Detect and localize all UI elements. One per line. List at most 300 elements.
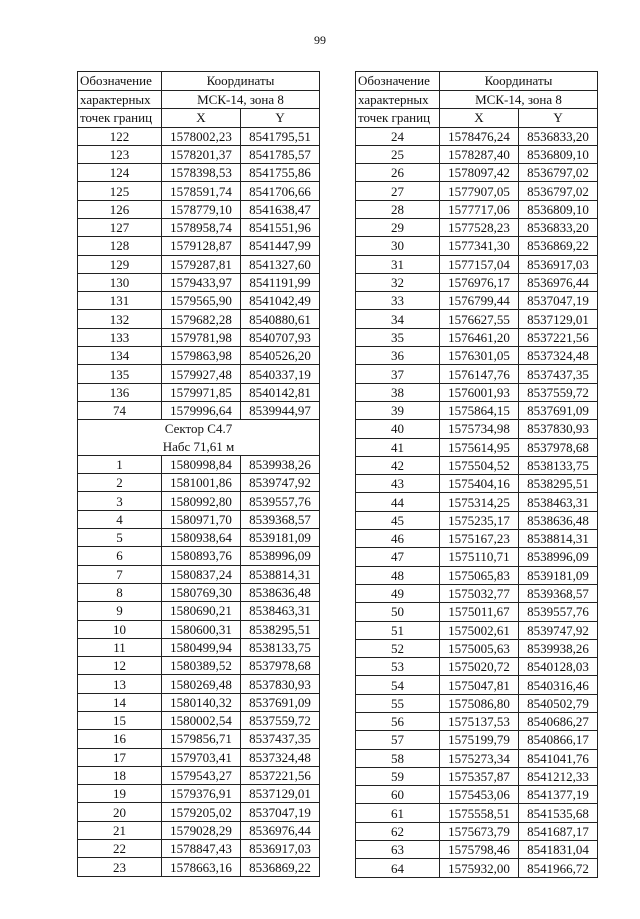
table-row (356, 749, 598, 767)
point-id-cell: 27 (356, 182, 440, 200)
y-coordinate-cell: 8541041,76 (519, 749, 598, 767)
table-row (356, 859, 598, 877)
table-body (356, 127, 598, 877)
header-coordinates: Координаты (162, 72, 320, 91)
table-row (356, 713, 598, 731)
x-coordinate-cell: 1576001,93 (440, 383, 519, 401)
x-coordinate-cell: 1579376,91 (162, 785, 241, 803)
table-row (356, 548, 598, 566)
x-coordinate-cell: 1578779,10 (162, 200, 241, 218)
point-id-cell: 136 (78, 383, 162, 401)
point-id-cell: 60 (356, 786, 440, 804)
x-coordinate-cell: 1576147,76 (440, 365, 519, 383)
point-id-cell: 43 (356, 475, 440, 493)
y-coordinate-cell: 8540128,03 (519, 658, 598, 676)
x-coordinate-cell: 1575235,17 (440, 511, 519, 529)
table-row (356, 694, 598, 712)
x-coordinate-cell: 1580837,24 (162, 565, 241, 583)
table-row (356, 401, 598, 419)
point-id-cell: 26 (356, 164, 440, 182)
x-coordinate-cell: 1580971,70 (162, 510, 241, 528)
x-coordinate-cell: 1575932,00 (440, 859, 519, 877)
point-id-cell: 41 (356, 438, 440, 456)
sector-height: Набс 71,61 м (78, 438, 320, 456)
point-id-cell: 126 (78, 200, 162, 218)
x-coordinate-cell: 1576976,17 (440, 273, 519, 291)
x-coordinate-cell: 1579433,97 (162, 273, 241, 291)
x-coordinate-cell: 1579856,71 (162, 730, 241, 748)
x-coordinate-cell: 1575020,72 (440, 658, 519, 676)
x-coordinate-cell: 1579927,48 (162, 365, 241, 383)
x-coordinate-cell: 1580938,64 (162, 529, 241, 547)
point-id-cell: 2 (78, 474, 162, 492)
x-coordinate-cell: 1579682,28 (162, 310, 241, 328)
table-row (356, 566, 598, 584)
y-coordinate-cell: 8537978,68 (241, 657, 320, 675)
point-id-cell: 35 (356, 328, 440, 346)
table-row (356, 145, 598, 163)
x-coordinate-cell: 1580140,32 (162, 693, 241, 711)
header-designation: точек границ (356, 109, 440, 128)
point-id-cell: 64 (356, 859, 440, 877)
table-row (356, 786, 598, 804)
y-coordinate-cell: 8537047,19 (519, 292, 598, 310)
y-coordinate-cell: 8541535,68 (519, 804, 598, 822)
point-id-cell: 3 (78, 492, 162, 510)
point-id-cell: 128 (78, 237, 162, 255)
y-coordinate-cell: 8538996,09 (519, 548, 598, 566)
table-row (78, 547, 320, 565)
x-coordinate-cell: 1575110,71 (440, 548, 519, 566)
point-id-cell: 31 (356, 255, 440, 273)
x-coordinate-cell: 1580600,31 (162, 620, 241, 638)
table-row (78, 218, 320, 236)
point-id-cell: 17 (78, 748, 162, 766)
y-coordinate-cell: 8541785,57 (241, 145, 320, 163)
point-id-cell: 57 (356, 731, 440, 749)
point-id-cell: 129 (78, 255, 162, 273)
y-coordinate-cell: 8537437,35 (241, 730, 320, 748)
y-coordinate-cell: 8536976,44 (241, 821, 320, 839)
point-id-cell: 123 (78, 145, 162, 163)
point-id-cell: 25 (356, 145, 440, 163)
y-coordinate-cell: 8541377,19 (519, 786, 598, 804)
point-id-cell: 133 (78, 328, 162, 346)
y-coordinate-cell: 8537221,56 (519, 328, 598, 346)
y-coordinate-cell: 8536869,22 (241, 858, 320, 876)
y-coordinate-cell: 8537324,48 (241, 748, 320, 766)
table-row (78, 347, 320, 365)
x-coordinate-cell: 1580269,48 (162, 675, 241, 693)
table-row (78, 182, 320, 200)
y-coordinate-cell: 8538814,31 (519, 530, 598, 548)
table-row (78, 237, 320, 255)
x-coordinate-cell: 1575047,81 (440, 676, 519, 694)
y-coordinate-cell: 8538463,31 (519, 493, 598, 511)
point-id-cell: 58 (356, 749, 440, 767)
point-id-cell: 124 (78, 164, 162, 182)
y-coordinate-cell: 8540337,19 (241, 365, 320, 383)
point-id-cell: 11 (78, 638, 162, 656)
y-coordinate-cell: 8539747,92 (519, 621, 598, 639)
point-id-cell: 40 (356, 420, 440, 438)
table-row (356, 292, 598, 310)
x-coordinate-cell: 1580690,21 (162, 602, 241, 620)
y-coordinate-cell: 8537047,19 (241, 803, 320, 821)
y-coordinate-cell: 8539944,97 (241, 401, 320, 419)
y-coordinate-cell: 8537559,72 (241, 712, 320, 730)
x-coordinate-cell: 1581001,86 (162, 474, 241, 492)
y-coordinate-cell: 8540142,81 (241, 383, 320, 401)
table-row (356, 255, 598, 273)
x-coordinate-cell: 1578097,42 (440, 164, 519, 182)
point-id-cell: 29 (356, 218, 440, 236)
x-coordinate-cell: 1575734,98 (440, 420, 519, 438)
table-row (356, 584, 598, 602)
table-row (78, 164, 320, 182)
table-row (356, 475, 598, 493)
y-coordinate-cell: 8537691,09 (519, 401, 598, 419)
table-row (78, 383, 320, 401)
x-coordinate-cell: 1575199,79 (440, 731, 519, 749)
sector-header (78, 420, 320, 456)
point-id-cell: 49 (356, 584, 440, 602)
x-coordinate-cell: 1578847,43 (162, 840, 241, 858)
point-id-cell: 33 (356, 292, 440, 310)
y-coordinate-cell: 8536869,22 (519, 237, 598, 255)
coordinates-table-right (355, 71, 598, 878)
header-designation: характерных (356, 90, 440, 109)
point-id-cell: 46 (356, 530, 440, 548)
table-row (356, 511, 598, 529)
x-coordinate-cell: 1575002,61 (440, 621, 519, 639)
point-id-cell: 122 (78, 127, 162, 145)
point-id-cell: 52 (356, 639, 440, 657)
point-id-cell: 6 (78, 547, 162, 565)
y-coordinate-cell: 8536917,03 (519, 255, 598, 273)
y-coordinate-cell: 8539747,92 (241, 474, 320, 492)
table-row (78, 401, 320, 419)
x-coordinate-cell: 1575005,63 (440, 639, 519, 657)
y-coordinate-cell: 8540880,61 (241, 310, 320, 328)
point-id-cell: 47 (356, 548, 440, 566)
table-row (356, 365, 598, 383)
table-row (78, 638, 320, 656)
table-row (356, 493, 598, 511)
point-id-cell: 134 (78, 347, 162, 365)
x-coordinate-cell: 1579863,98 (162, 347, 241, 365)
table-row (356, 456, 598, 474)
point-id-cell: 36 (356, 347, 440, 365)
table-row (356, 530, 598, 548)
y-coordinate-cell: 8537437,35 (519, 365, 598, 383)
x-coordinate-cell: 1580998,84 (162, 455, 241, 473)
y-coordinate-cell: 8536833,20 (519, 218, 598, 236)
point-id-cell: 21 (78, 821, 162, 839)
x-coordinate-cell: 1579781,98 (162, 328, 241, 346)
point-id-cell: 56 (356, 713, 440, 731)
point-id-cell: 54 (356, 676, 440, 694)
x-coordinate-cell: 1578476,24 (440, 127, 519, 145)
x-coordinate-cell: 1579128,87 (162, 237, 241, 255)
x-coordinate-cell: 1579205,02 (162, 803, 241, 821)
y-coordinate-cell: 8538636,48 (241, 583, 320, 601)
y-coordinate-cell: 8541687,17 (519, 822, 598, 840)
x-coordinate-cell: 1577528,23 (440, 218, 519, 236)
y-coordinate-cell: 8538996,09 (241, 547, 320, 565)
x-coordinate-cell: 1580002,54 (162, 712, 241, 730)
point-id-cell: 37 (356, 365, 440, 383)
y-coordinate-cell: 8537691,09 (241, 693, 320, 711)
y-coordinate-cell: 8536976,44 (519, 273, 598, 291)
y-coordinate-cell: 8541795,51 (241, 127, 320, 145)
point-id-cell: 131 (78, 292, 162, 310)
point-id-cell: 4 (78, 510, 162, 528)
x-coordinate-cell: 1578663,16 (162, 858, 241, 876)
x-coordinate-cell: 1575404,16 (440, 475, 519, 493)
header-x: X (440, 109, 519, 128)
x-coordinate-cell: 1578591,74 (162, 182, 241, 200)
y-coordinate-cell: 8537129,01 (519, 310, 598, 328)
x-coordinate-cell: 1580769,30 (162, 583, 241, 601)
point-id-cell: 61 (356, 804, 440, 822)
table-row (78, 200, 320, 218)
table-row (78, 127, 320, 145)
table-row (356, 841, 598, 859)
y-coordinate-cell: 8541638,47 (241, 200, 320, 218)
point-id-cell: 24 (356, 127, 440, 145)
header-designation: Обозначение (356, 72, 440, 91)
point-id-cell: 39 (356, 401, 440, 419)
x-coordinate-cell: 1577717,06 (440, 200, 519, 218)
x-coordinate-cell: 1575086,80 (440, 694, 519, 712)
point-id-cell: 44 (356, 493, 440, 511)
header-y: Y (241, 109, 320, 128)
table-row (356, 347, 598, 365)
table-row (356, 218, 598, 236)
x-coordinate-cell: 1579971,85 (162, 383, 241, 401)
point-id-cell: 125 (78, 182, 162, 200)
point-id-cell: 34 (356, 310, 440, 328)
y-coordinate-cell: 8541966,72 (519, 859, 598, 877)
table-row (78, 510, 320, 528)
x-coordinate-cell: 1580499,94 (162, 638, 241, 656)
point-id-cell: 48 (356, 566, 440, 584)
x-coordinate-cell: 1580389,52 (162, 657, 241, 675)
table-row (78, 602, 320, 620)
table-row (356, 603, 598, 621)
y-coordinate-cell: 8536809,10 (519, 145, 598, 163)
table-row (78, 529, 320, 547)
table-row (78, 145, 320, 163)
y-coordinate-cell: 8538133,75 (241, 638, 320, 656)
point-id-cell: 22 (78, 840, 162, 858)
point-id-cell: 12 (78, 657, 162, 675)
x-coordinate-cell: 1578398,53 (162, 164, 241, 182)
header-coordinate-system: МСК-14, зона 8 (440, 90, 598, 109)
table-row (78, 821, 320, 839)
y-coordinate-cell: 8541042,49 (241, 292, 320, 310)
table-row (78, 455, 320, 473)
x-coordinate-cell: 1578201,37 (162, 145, 241, 163)
table-row (356, 420, 598, 438)
y-coordinate-cell: 8536797,02 (519, 164, 598, 182)
y-coordinate-cell: 8540502,79 (519, 694, 598, 712)
header-designation: точек границ (78, 109, 162, 128)
point-id-cell: 18 (78, 766, 162, 784)
point-id-cell: 42 (356, 456, 440, 474)
point-id-cell: 19 (78, 785, 162, 803)
x-coordinate-cell: 1577907,05 (440, 182, 519, 200)
y-coordinate-cell: 8538133,75 (519, 456, 598, 474)
table-row (78, 693, 320, 711)
y-coordinate-cell: 8540316,46 (519, 676, 598, 694)
x-coordinate-cell: 1576461,20 (440, 328, 519, 346)
point-id-cell: 53 (356, 658, 440, 676)
y-coordinate-cell: 8541212,33 (519, 767, 598, 785)
point-id-cell: 32 (356, 273, 440, 291)
x-coordinate-cell: 1580992,80 (162, 492, 241, 510)
y-coordinate-cell: 8538463,31 (241, 602, 320, 620)
table-row (78, 712, 320, 730)
x-coordinate-cell: 1575273,34 (440, 749, 519, 767)
y-coordinate-cell: 8540866,17 (519, 731, 598, 749)
table-row (78, 565, 320, 583)
x-coordinate-cell: 1575032,77 (440, 584, 519, 602)
x-coordinate-cell: 1579543,27 (162, 766, 241, 784)
table-row (78, 292, 320, 310)
y-coordinate-cell: 8539557,76 (241, 492, 320, 510)
table-row (356, 676, 598, 694)
header-y: Y (519, 109, 598, 128)
point-id-cell: 28 (356, 200, 440, 218)
y-coordinate-cell: 8537830,93 (519, 420, 598, 438)
y-coordinate-cell: 8539181,09 (241, 529, 320, 547)
y-coordinate-cell: 8541706,66 (241, 182, 320, 200)
y-coordinate-cell: 8537559,72 (519, 383, 598, 401)
table-row (356, 822, 598, 840)
table-row (356, 731, 598, 749)
x-coordinate-cell: 1575558,51 (440, 804, 519, 822)
x-coordinate-cell: 1575167,23 (440, 530, 519, 548)
point-id-cell: 8 (78, 583, 162, 601)
point-id-cell: 135 (78, 365, 162, 383)
y-coordinate-cell: 8540526,20 (241, 347, 320, 365)
y-coordinate-cell: 8537978,68 (519, 438, 598, 456)
x-coordinate-cell: 1575453,06 (440, 786, 519, 804)
y-coordinate-cell: 8541327,60 (241, 255, 320, 273)
table-row (356, 237, 598, 255)
y-coordinate-cell: 8541551,96 (241, 218, 320, 236)
point-id-cell: 13 (78, 675, 162, 693)
x-coordinate-cell: 1577341,30 (440, 237, 519, 255)
table-row (78, 328, 320, 346)
x-coordinate-cell: 1575137,53 (440, 713, 519, 731)
table-row (356, 621, 598, 639)
y-coordinate-cell: 8539938,26 (241, 455, 320, 473)
x-coordinate-cell: 1577157,04 (440, 255, 519, 273)
x-coordinate-cell: 1579996,64 (162, 401, 241, 419)
point-id-cell: 5 (78, 529, 162, 547)
point-id-cell: 45 (356, 511, 440, 529)
table-row (78, 273, 320, 291)
header-designation: характерных (78, 90, 162, 109)
coordinates-table-left (77, 71, 320, 877)
header-designation: Обозначение (78, 72, 162, 91)
point-id-cell: 132 (78, 310, 162, 328)
y-coordinate-cell: 8541831,04 (519, 841, 598, 859)
y-coordinate-cell: 8539368,57 (519, 584, 598, 602)
point-id-cell: 74 (78, 401, 162, 419)
table-row (356, 164, 598, 182)
x-coordinate-cell: 1575011,67 (440, 603, 519, 621)
point-id-cell: 10 (78, 620, 162, 638)
header-coordinates: Координаты (440, 72, 598, 91)
x-coordinate-cell: 1579287,81 (162, 255, 241, 273)
x-coordinate-cell: 1576627,55 (440, 310, 519, 328)
table-row (78, 675, 320, 693)
table-row (356, 639, 598, 657)
y-coordinate-cell: 8538636,48 (519, 511, 598, 529)
y-coordinate-cell: 8539938,26 (519, 639, 598, 657)
x-coordinate-cell: 1578002,23 (162, 127, 241, 145)
x-coordinate-cell: 1575614,95 (440, 438, 519, 456)
table-row (356, 182, 598, 200)
point-id-cell: 55 (356, 694, 440, 712)
y-coordinate-cell: 8536809,10 (519, 200, 598, 218)
x-coordinate-cell: 1575798,46 (440, 841, 519, 859)
header-coordinate-system: МСК-14, зона 8 (162, 90, 320, 109)
y-coordinate-cell: 8536917,03 (241, 840, 320, 858)
x-coordinate-cell: 1579565,90 (162, 292, 241, 310)
point-id-cell: 20 (78, 803, 162, 821)
table-row (78, 840, 320, 858)
point-id-cell: 7 (78, 565, 162, 583)
table-row (356, 310, 598, 328)
x-coordinate-cell: 1575065,83 (440, 566, 519, 584)
x-coordinate-cell: 1575504,52 (440, 456, 519, 474)
y-coordinate-cell: 8538295,51 (519, 475, 598, 493)
x-coordinate-cell: 1575314,25 (440, 493, 519, 511)
table-row (78, 365, 320, 383)
page-number: 99 (314, 33, 326, 47)
table-body (78, 455, 320, 876)
table-row (356, 200, 598, 218)
table-row (356, 383, 598, 401)
table-row (78, 492, 320, 510)
point-id-cell: 9 (78, 602, 162, 620)
point-id-cell: 127 (78, 218, 162, 236)
table-row (78, 657, 320, 675)
table-row (78, 310, 320, 328)
y-coordinate-cell: 8539557,76 (519, 603, 598, 621)
table-row (78, 620, 320, 638)
x-coordinate-cell: 1575864,15 (440, 401, 519, 419)
point-id-cell: 23 (78, 858, 162, 876)
sector-title: Сектор С4.7 (78, 420, 320, 438)
y-coordinate-cell: 8538814,31 (241, 565, 320, 583)
y-coordinate-cell: 8541755,86 (241, 164, 320, 182)
point-id-cell: 16 (78, 730, 162, 748)
header-x: X (162, 109, 241, 128)
y-coordinate-cell: 8539181,09 (519, 566, 598, 584)
table-row (78, 803, 320, 821)
table-row (356, 804, 598, 822)
x-coordinate-cell: 1578958,74 (162, 218, 241, 236)
y-coordinate-cell: 8538295,51 (241, 620, 320, 638)
table-row (78, 583, 320, 601)
point-id-cell: 30 (356, 237, 440, 255)
